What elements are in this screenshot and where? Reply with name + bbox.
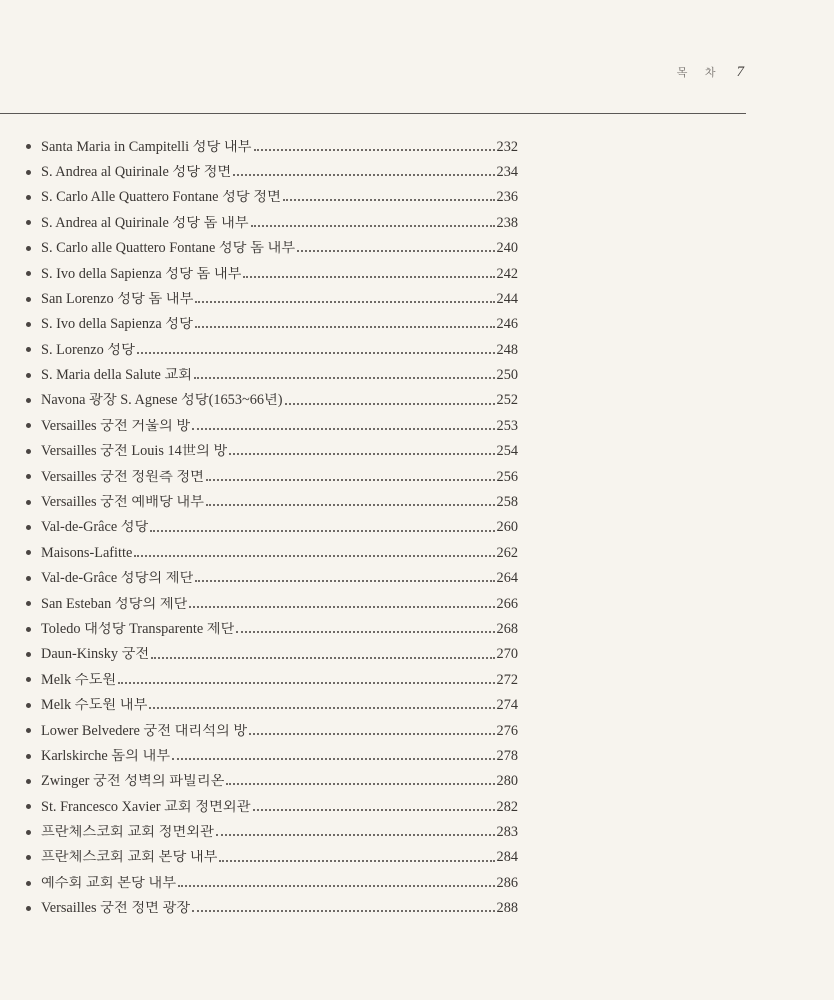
toc-entry-page: 240 xyxy=(496,240,518,257)
toc-entry xyxy=(26,134,518,159)
toc-entry xyxy=(26,642,518,667)
toc-entry-page: 246 xyxy=(496,316,518,333)
bullet-icon xyxy=(26,677,31,682)
toc-entry-page: 242 xyxy=(496,265,518,282)
toc-entry-page: 286 xyxy=(496,874,518,891)
bullet-icon xyxy=(26,500,31,505)
dot-leader xyxy=(283,199,495,201)
toc-entry-title: Versailles 궁전 Louis 14世의 방 xyxy=(41,444,228,459)
toc-entry xyxy=(26,159,518,184)
dot-leader xyxy=(149,707,494,709)
toc-entry-page: 266 xyxy=(496,595,518,612)
bullet-icon xyxy=(26,906,31,911)
toc-entry xyxy=(26,337,518,362)
toc-entry-title: Santa Maria in Campitelli 성당 내부 xyxy=(41,139,252,154)
toc-entry xyxy=(26,515,518,540)
toc-entry-title: Val-de-Grâce 성당의 제단 xyxy=(41,571,194,586)
bullet-icon xyxy=(26,474,31,479)
dot-leader xyxy=(233,174,494,176)
toc-entry-page: 256 xyxy=(496,468,518,485)
toc-entry-page: 270 xyxy=(496,646,518,663)
dot-leader xyxy=(216,834,495,836)
bullet-icon xyxy=(26,195,31,200)
toc-entry-title: 예수회 교회 본당 내부 xyxy=(41,875,177,891)
dot-leader xyxy=(226,783,494,785)
bullet-icon xyxy=(26,881,31,886)
toc-entry-page: 274 xyxy=(496,697,518,714)
toc-entry xyxy=(26,413,518,438)
bullet-icon xyxy=(26,627,31,632)
toc-entry-title: S. Carlo alle Quattero Fontane 성당 돔 내부 xyxy=(41,241,296,256)
toc-entry-title: San Lorenzo 성당 돔 내부 xyxy=(41,291,194,307)
dot-leader xyxy=(206,479,495,481)
bullet-icon xyxy=(26,830,31,835)
toc-entry xyxy=(26,616,518,641)
dot-leader xyxy=(151,657,494,659)
bullet-icon xyxy=(26,423,31,428)
toc-entry xyxy=(26,870,518,895)
dot-leader xyxy=(195,326,495,328)
bullet-icon xyxy=(26,347,31,352)
toc-entry-title: Versailles 궁전 거울의 방 xyxy=(41,418,191,434)
dot-leader xyxy=(249,733,494,735)
toc-entry-page: 264 xyxy=(496,570,518,587)
dot-leader xyxy=(192,428,494,430)
toc-entry xyxy=(26,820,518,845)
dot-leader xyxy=(172,758,494,760)
toc-entry xyxy=(26,261,518,286)
toc-entry-title: Maisons-Lafitte xyxy=(41,545,133,561)
bullet-icon xyxy=(26,550,31,555)
dot-leader xyxy=(194,377,494,379)
dot-leader xyxy=(219,860,494,862)
toc-entry-page: 236 xyxy=(496,189,518,206)
dot-leader xyxy=(254,149,495,151)
toc-entry-page: 278 xyxy=(496,747,518,764)
bullet-icon xyxy=(26,271,31,276)
dot-leader xyxy=(297,250,494,252)
toc-entry xyxy=(26,718,518,743)
toc-entry xyxy=(26,566,518,591)
toc-entry-page: 282 xyxy=(496,798,518,815)
dot-leader xyxy=(229,453,494,455)
toc-entry-title: S. Lorenzo 성당 xyxy=(41,342,135,357)
dot-leader xyxy=(189,606,494,608)
toc-entry xyxy=(26,667,518,692)
toc-entry-title: 프란체스코회 교회 정면외관 xyxy=(41,825,214,840)
dot-leader xyxy=(178,885,495,887)
bullet-icon xyxy=(26,373,31,378)
dot-leader xyxy=(285,403,495,405)
toc-entry-title: S. Maria della Salute 교회 xyxy=(41,368,193,383)
dot-leader xyxy=(243,276,494,278)
toc-entry-title: Daun-Kinsky 궁전 xyxy=(41,647,150,662)
header-rule xyxy=(0,113,746,114)
toc-entry xyxy=(26,896,518,921)
toc-entry xyxy=(26,388,518,413)
dot-leader xyxy=(118,682,494,684)
bullet-icon xyxy=(26,855,31,860)
toc-entry xyxy=(26,540,518,565)
dot-leader xyxy=(192,910,494,912)
toc-entry-page: 260 xyxy=(496,519,518,536)
toc-entry-title: S. Andrea al Quirinale 성당 정면 xyxy=(41,164,232,180)
bullet-icon xyxy=(26,525,31,530)
toc-entry-page: 253 xyxy=(496,417,518,434)
bullet-icon xyxy=(26,246,31,251)
toc-entry-title: Val-de-Grâce 성당 xyxy=(41,520,149,535)
toc-entry xyxy=(26,489,518,514)
toc-entry-page: 238 xyxy=(496,214,518,231)
toc-entry-page: 248 xyxy=(496,341,518,358)
bullet-icon xyxy=(26,170,31,175)
dot-leader xyxy=(236,631,494,633)
toc-entry-page: 284 xyxy=(496,849,518,866)
toc-entry-page: 288 xyxy=(496,900,518,917)
dot-leader xyxy=(195,580,494,582)
bullet-icon xyxy=(26,779,31,784)
toc-entry-page: 268 xyxy=(496,620,518,637)
bullet-icon xyxy=(26,220,31,225)
toc-entry xyxy=(26,286,518,311)
toc-entry-page: 252 xyxy=(496,392,518,409)
toc-entry-title: S. Carlo Alle Quattero Fontane 성당 정면 xyxy=(41,190,281,205)
bullet-icon xyxy=(26,398,31,403)
dot-leader xyxy=(251,225,495,227)
toc-entry-title: Melk 수도원 xyxy=(41,672,117,688)
toc-entry-title: Versailles 궁전 정면 광장 xyxy=(41,901,191,916)
toc-entry-page: 254 xyxy=(496,443,518,460)
toc-entry-title: Lower Belvedere 궁전 대리석의 방 xyxy=(41,723,248,738)
bullet-icon xyxy=(26,601,31,606)
toc-entry xyxy=(26,743,518,768)
toc-entry-title: S. Andrea al Quirinale 성당 돔 내부 xyxy=(41,215,249,231)
toc-entry-page: 234 xyxy=(496,163,518,180)
toc-entry xyxy=(26,591,518,616)
bullet-icon xyxy=(26,754,31,759)
dot-leader xyxy=(137,352,495,354)
table-of-contents xyxy=(26,134,518,921)
bullet-icon xyxy=(26,804,31,809)
toc-entry-title: 프란체스코회 교회 본당 내부 xyxy=(41,850,218,865)
bullet-icon xyxy=(26,703,31,708)
toc-entry xyxy=(26,363,518,388)
bullet-icon xyxy=(26,652,31,657)
toc-entry xyxy=(26,794,518,819)
page-number: 7 xyxy=(736,64,744,80)
dot-leader xyxy=(150,530,494,532)
bullet-icon xyxy=(26,297,31,302)
toc-entry-title: Karlskirche 돔의 내부 xyxy=(41,748,171,764)
toc-entry-title: Versailles 궁전 예배당 내부 xyxy=(41,495,204,510)
toc-entry-title: Versailles 궁전 정원측 정면 xyxy=(41,469,204,484)
toc-entry xyxy=(26,312,518,337)
dot-leader xyxy=(206,504,495,506)
toc-entry-title: Toledo 대성당 Transparente 제단 xyxy=(41,621,235,637)
toc-entry-page: 272 xyxy=(496,671,518,688)
bullet-icon xyxy=(26,449,31,454)
bullet-icon xyxy=(26,576,31,581)
dot-leader xyxy=(253,809,495,811)
toc-entry-page: 262 xyxy=(496,544,518,561)
toc-entry xyxy=(26,769,518,794)
bullet-icon xyxy=(26,728,31,733)
toc-entry-title: Melk 수도원 내부 xyxy=(41,698,148,713)
bullet-icon xyxy=(26,322,31,327)
toc-entry-page: 250 xyxy=(496,367,518,384)
toc-entry xyxy=(26,185,518,210)
toc-entry xyxy=(26,845,518,870)
running-header xyxy=(677,64,744,81)
dot-leader xyxy=(134,555,494,557)
toc-entry-title: St. Francesco Xavier 교회 정면외관 xyxy=(41,799,251,814)
toc-entry xyxy=(26,693,518,718)
toc-entry-title: S. Ivo della Sapienza 성당 돔 내부 xyxy=(41,266,242,281)
toc-entry xyxy=(26,210,518,235)
toc-entry-title: Navona 광장 S. Agnese 성당(1653~66년) xyxy=(41,393,283,408)
toc-entry-title: S. Ivo della Sapienza 성당 xyxy=(41,317,193,332)
toc-entry-page: 244 xyxy=(496,290,518,307)
toc-entry-page: 276 xyxy=(496,722,518,739)
toc-entry-title: San Esteban 성당의 제단 xyxy=(41,596,188,611)
toc-entry xyxy=(26,236,518,261)
toc-entry-title: Zwinger 궁전 성벽의 파빌리온 xyxy=(41,774,225,789)
toc-entry xyxy=(26,464,518,489)
toc-entry xyxy=(26,439,518,464)
toc-entry-page: 283 xyxy=(496,824,518,841)
bullet-icon xyxy=(26,144,31,149)
toc-entry-page: 232 xyxy=(496,138,518,155)
dot-leader xyxy=(195,301,494,303)
toc-entry-page: 280 xyxy=(496,773,518,790)
toc-entry-page: 258 xyxy=(496,494,518,511)
header-title: 목 차 xyxy=(676,66,723,79)
